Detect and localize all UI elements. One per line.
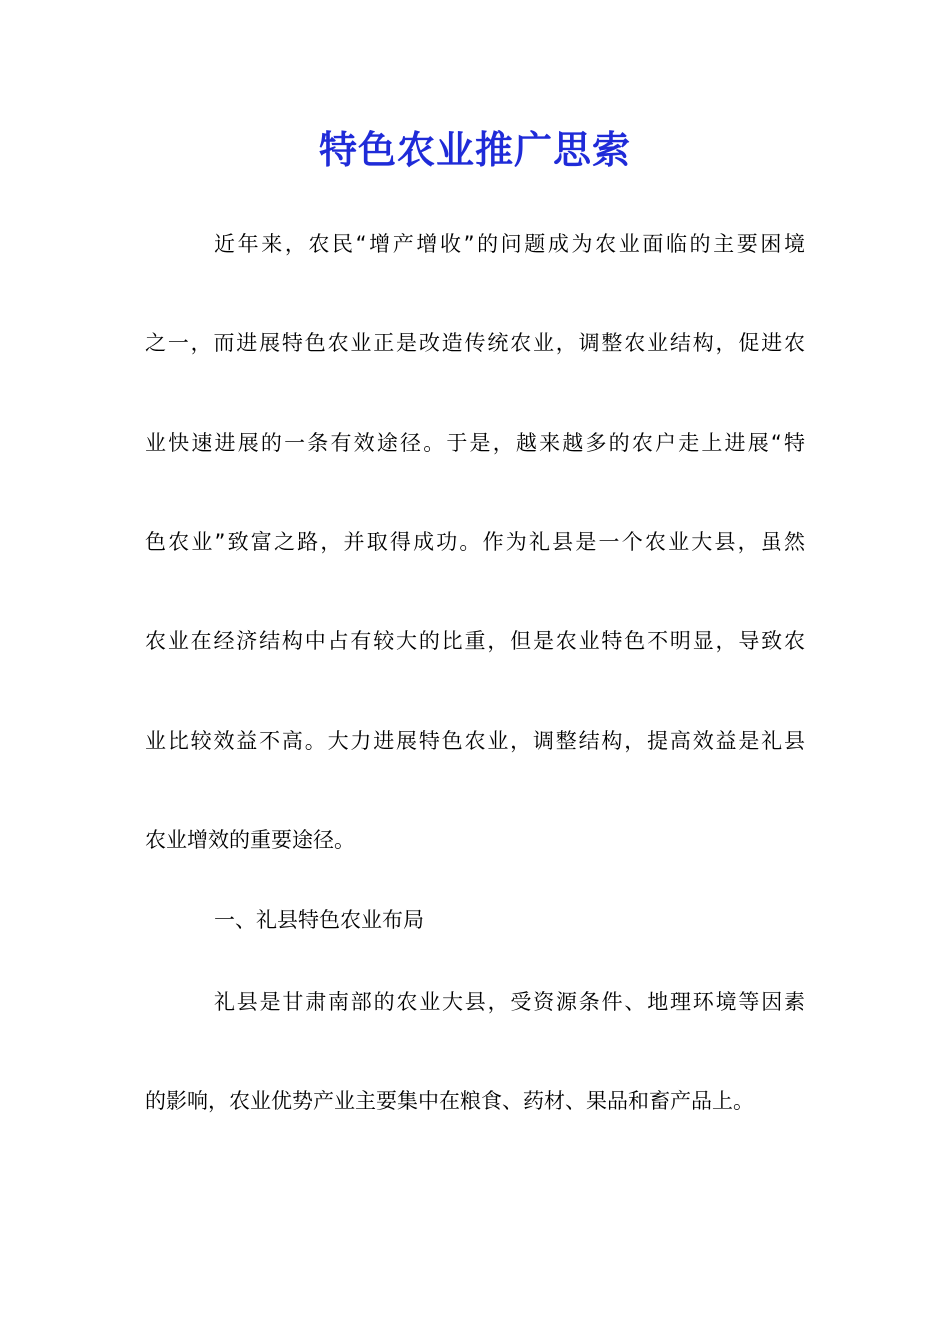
paragraph-line-4: 色农业”致富之路，并取得成功。作为礼县是一个农业大县，虽然 bbox=[145, 530, 805, 554]
paragraph-line-6: 业比较效益不高。大力进展特色农业，调整结构，提高效益是礼县 bbox=[145, 729, 805, 753]
paragraph-line-8: 礼县是甘肃南部的农业大县，受资源条件、地理环境等因素 bbox=[214, 990, 805, 1014]
paragraph-line-7: 农业增效的重要途径。 bbox=[145, 828, 355, 852]
paragraph-line-9: 的影响，农业优势产业主要集中在粮食、药材、果品和畜产品上。 bbox=[145, 1089, 754, 1113]
document-title: 特色农业推广思索 bbox=[318, 128, 631, 172]
section-heading: 一、礼县特色农业布局 bbox=[214, 908, 424, 932]
paragraph-line-1: 近年来，农民“增产增收”的问题成为农业面临的主要困境 bbox=[214, 232, 805, 256]
paragraph-line-5: 农业在经济结构中占有较大的比重，但是农业特色不明显，导致农 bbox=[145, 629, 805, 653]
paragraph-line-2: 之一，而进展特色农业正是改造传统农业，调整农业结构，促进农 bbox=[145, 331, 805, 355]
paragraph-line-3: 业快速进展的一条有效途径。于是，越来越多的农户走上进展“特 bbox=[145, 431, 805, 455]
